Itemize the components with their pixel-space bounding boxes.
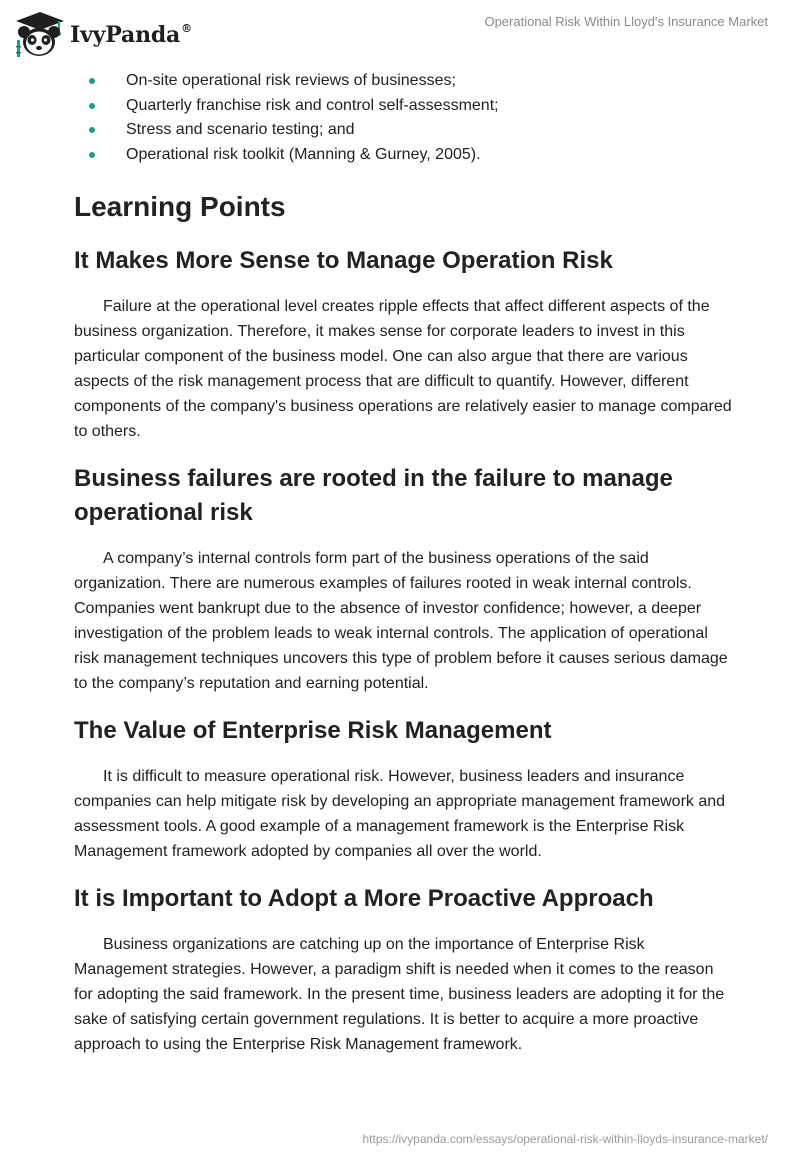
- section-heading: Learning Points: [74, 191, 286, 222]
- list-item: Operational risk toolkit (Manning & Gurney, 2005).: [88, 143, 734, 168]
- list-item: Stress and scenario testing; and: [88, 118, 734, 143]
- document-title: Operational Risk Within Lloyd's Insurance Market: [484, 14, 768, 29]
- source-url-link[interactable]: https://ivypanda.com/essays/operational-risk-within-lloyds-insurance-market/: [362, 1132, 768, 1146]
- logo-wordmark: IvyPanda®: [70, 22, 192, 48]
- bullet-icon: [89, 78, 95, 84]
- list-item: On-site operational risk reviews of businesses;: [88, 69, 734, 94]
- bullet-list: [88, 69, 734, 167]
- site-logo[interactable]: [14, 10, 192, 58]
- bullet-icon: [89, 103, 95, 109]
- subsection-heading: It Makes More Sense to Manage Operation Risk: [74, 247, 613, 274]
- page-header: [0, 0, 800, 60]
- subsection-heading: Business failures are rooted in the failure to manage operational risk: [74, 465, 673, 526]
- paragraph: Failure at the operational level creates ripple effects that affect different aspects of the business organization. Therefore, it makes sense for corporate leaders to invest in this particular component of the business model. One can also argue that there are various aspects of the risk management process that are difficult to quantify. However, different components of the company's business operations are relatively easier to manage compared to others.: [74, 298, 732, 440]
- paragraph: A company’s internal controls form part of the business operations of the said organization. There are numerous examples of failures rooted in weak internal controls. Companies went bankrupt due to the absence of investor confidence; however, a deeper investigation of the problem leads to weak internal controls. The application of operational risk management techniques uncovers this type of problem before it causes serious damage to the company’s reputation and earning potential.: [74, 550, 728, 692]
- article-body: [74, 69, 734, 1057]
- bullet-icon: [89, 127, 95, 133]
- subsection-heading: The Value of Enterprise Risk Management: [74, 717, 552, 744]
- panda-graduate-icon: [14, 10, 66, 58]
- bullet-icon: [89, 152, 95, 158]
- list-item: Quarterly franchise risk and control self-assessment;: [88, 94, 734, 119]
- paragraph: Business organizations are catching up on the importance of Enterprise Risk Management strategies. However, a paradigm shift is needed when it comes to the reason for adopting the said framework. In the present time, business leaders are adopting it for the sake of satisfying certain government regulations. It is better to acquire a more proactive approach to using the Enterprise Risk Management framework.: [74, 936, 725, 1053]
- paragraph: It is difficult to measure operational risk. However, business leaders and insurance companies can help mitigate risk by developing an appropriate management framework and assessment tools. A good example of a management framework is the Enterprise Risk Management framework adopted by companies all over the world.: [74, 768, 726, 860]
- subsection-heading: It is Important to Adopt a More Proactive Approach: [74, 885, 654, 912]
